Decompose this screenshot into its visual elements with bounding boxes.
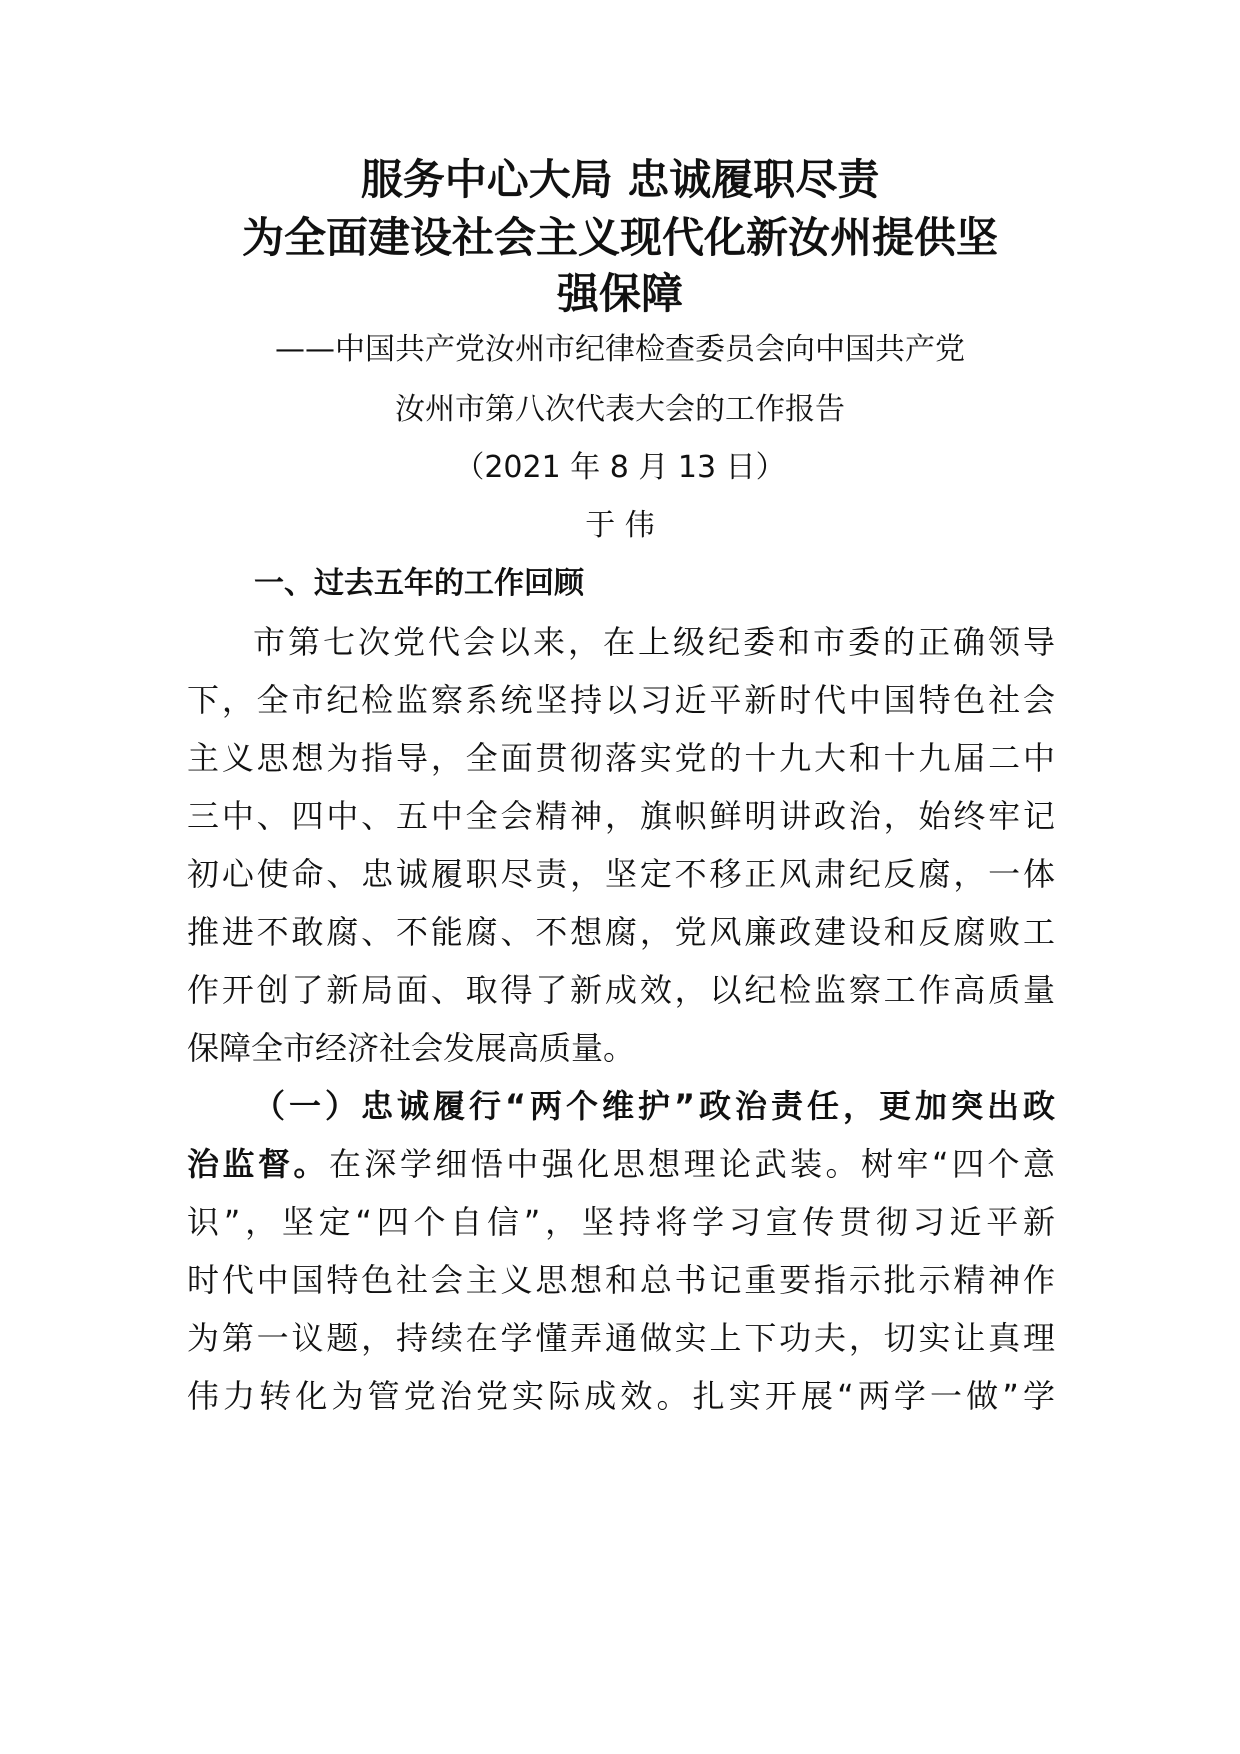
paragraph1-line: 作开创了新局面、取得了新成效，以纪检监察工作高质量 (187, 971, 1055, 1009)
paragraph2-line (187, 1142, 1055, 1186)
paragraph1-line: 保障全市经济社会发展高质量。 (187, 1029, 636, 1067)
title-line-3: 强保障 (556, 269, 683, 318)
paragraph2-line: 识”，坚定“四个自信”，坚持将学习宣传贯彻习近平新 (187, 1203, 1055, 1241)
paragraph2-bold-heading: （一）忠诚履行“两个维护”政治责任，更加突出政 (253, 1087, 1055, 1125)
paragraph1-line: 市第七次党代会以来，在上级纪委和市委的正确领导 (253, 623, 1055, 661)
subtitle-line-1: ——中国共产党汝州市纪律检查委员会向中国共产党 (275, 332, 965, 367)
paragraph2-line: 为第一议题，持续在学懂弄通做实上下功夫，切实让真理 (187, 1319, 1055, 1357)
paragraph2-line: 时代中国特色社会主义思想和总书记重要指示批示精神作 (187, 1261, 1055, 1299)
report-date: （2021 年 8 月 13 日） (454, 450, 786, 485)
paragraph1-line: 下，全市纪检监察系统坚持以习近平新时代中国特色社会 (187, 681, 1055, 719)
paragraph2-line: 伟力转化为管党治党实际成效。扎实开展“两学一做”学 (187, 1377, 1055, 1415)
paragraph1-line: 三中、四中、五中全会精神，旗帜鲜明讲政治，始终牢记 (187, 797, 1055, 835)
paragraph2-heading-line (253, 1084, 1055, 1128)
section-heading: 一、过去五年的工作回顾 (254, 566, 584, 601)
title-line-1: 服务中心大局 忠诚履职尽责 (360, 155, 880, 204)
subtitle-line-2: 汝州市第八次代表大会的工作报告 (395, 392, 845, 427)
paragraph1-line: 主义思想为指导，全面贯彻落实党的十九大和十九届二中 (187, 739, 1055, 777)
paragraph1-line: 推进不敢腐、不能腐、不想腐，党风廉政建设和反腐败工 (187, 913, 1055, 951)
title-line-2: 为全面建设社会主义现代化新汝州提供坚 (241, 213, 998, 262)
paragraph2-bold-heading-end: 治监督。 (187, 1145, 329, 1183)
author-name: 于 伟 (585, 508, 655, 543)
paragraph1-line: 初心使命、忠诚履职尽责，坚定不移正风肃纪反腐，一体 (187, 855, 1055, 893)
paragraph2-text: 在深学细悟中强化思想理论武装。树牢“四个意 (328, 1145, 1055, 1183)
